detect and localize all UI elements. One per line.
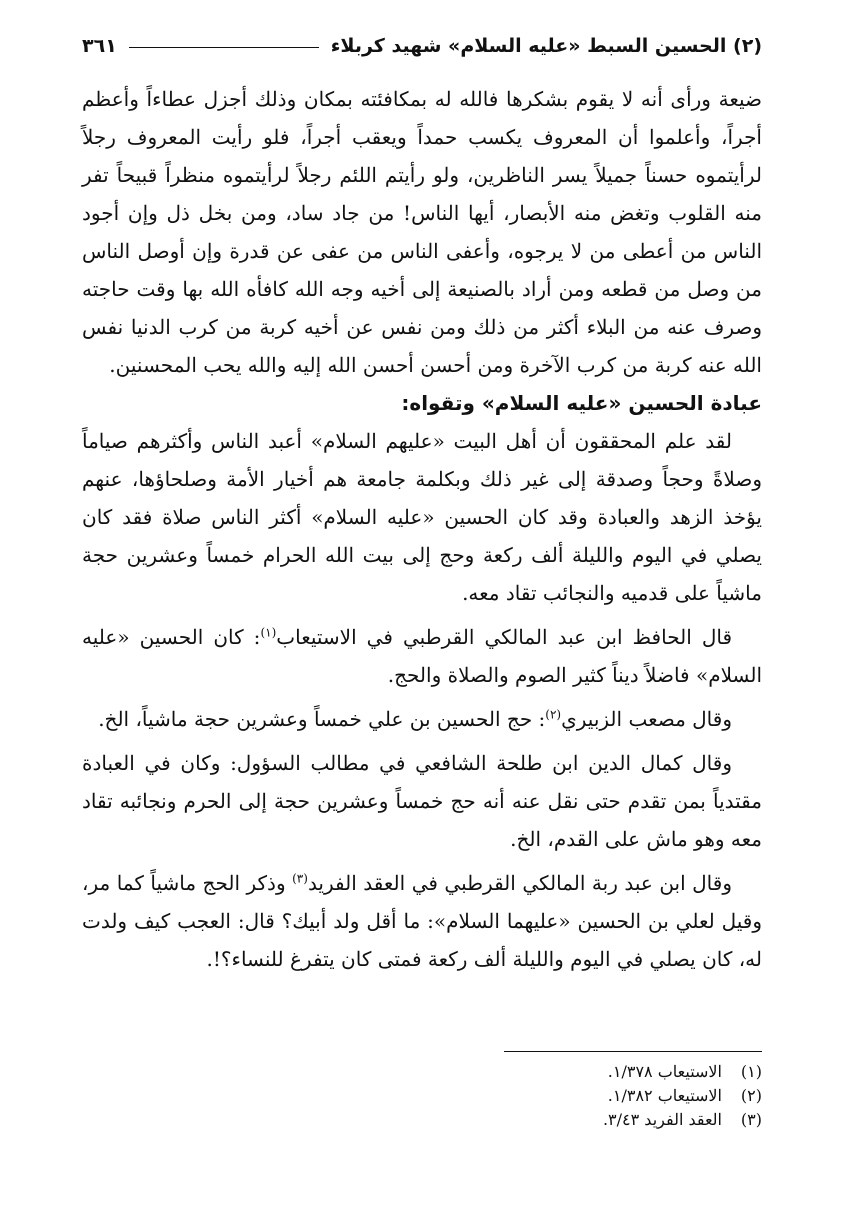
paragraph-zubayri-quote [82,700,762,738]
paragraph-worship: لقد علم المحققون أن أهل البيت «عليهم السلام» أعبد الناس وأكثرهم صياماً وصلاةً وحجاً وصدقة إلى غير ذلك وبكلمة جامعة هم أخيار الأمة وصلحاؤها، عنهم يؤخذ الزهد والعبادة وقد كان الحسين «عليه السلام» أكثر الناس صلاة فقد كان يصلي في اليوم والليلة ألف ركعة وحج إلى بيت الله الحرام خمساً وعشرين حجة ماشياً على قدميه والنجائب تقاد معه. [82,429,762,605]
page-number: ٣٦١ [82,35,117,57]
quote-text: : حج الحسين بن علي خمساً وعشرين حجة ماشياً، الخ. [98,707,546,731]
page-body [82,80,762,978]
quote-text: قال الحافظ ابن عبد المالكي القرطبي في الاستيعاب [276,625,732,649]
quote-text: وذكر الحج ماشياً كما مر، وقيل لعلي بن الحسين «عليهما السلام»: ما أقل ولد أبيك؟ قال: العجب كيف ولدت له، كان يصلي في اليوم والليلة ألف ركعة فمتى كان يتفرغ للنساء؟!. [82,871,762,971]
footnotes [300,1060,762,1132]
footnote-item [300,1060,762,1084]
footnote-rule [504,1051,762,1052]
quote-text: وقال مصعب الزبيري [561,707,732,731]
quote-text: : كان الحسين «عليه السلام» فاضلاً ديناً كثير الصوم والصلاة والحج. [82,625,762,687]
footnote-marker: (٢) [545,707,562,722]
footnote-text: الاستيعاب ١/٣٨٢. [607,1086,722,1105]
footnote-number: (٣) [740,1110,762,1129]
footnote-marker: (٣) [292,871,308,886]
footnote-marker: (١) [260,625,277,640]
paragraph-charity: ضيعة ورأى أنه لا يقوم بشكرها فالله له بمكافئته بمكان وذلك أجزل عطاءاً وأعظم أجراً، وأعلموا أن المعروف يكسب حمداً ويعقب أجراً، فلو رأيت المعروف رجلاً لرأيتموه حسناً جميلاً يسر الناظرين، ولو رأيتم اللئم رجلاً لرأيتموه منظراً قبيحاً تفر منه القلوب وتغض منه الأبصار، أيها الناس! من جاد ساد، ومن بخل ذل وإن أجود الناس من أعطى من لا يرجوه، وأعفى الناس من عفى عن قدرة وإن أوصل الناس من وصل من قطعه ومن أراد بالصنيعة إلى أخيه وجه الله كافأه الله بها وقت حاجته وصرف عنه من البلاء أكثر من ذلك ومن نفس عن أخيه كربة من كرب الدنيا نفس الله عنه كربة من كرب الآخرة ومن أحسن أحسن الله إليه والله يحب المحسنين. [82,87,762,377]
footnote-text: الاستيعاب ١/٣٧٨. [607,1062,722,1081]
footnote-number: (١) [740,1062,762,1081]
running-title: (٢) الحسين السبط «عليه السلام» شهيد كربلاء [330,35,762,57]
section-heading: عبادة الحسين «عليه السلام» وتقواه: [401,391,762,415]
quote-text: وقال ابن عبد ربة المالكي القرطبي في العقد الفريد [307,871,732,895]
footnote-item [300,1108,762,1132]
running-header [82,30,762,62]
paragraph-istiab-quote [82,618,762,694]
header-rule [129,47,319,48]
paragraph-iqd-quote [82,864,762,978]
footnote-number: (٢) [740,1086,762,1105]
footnote-text: العقد الفريد ٣/٤٣. [602,1110,722,1129]
footnote-item [300,1084,762,1108]
paragraph-talha-quote: وقال كمال الدين ابن طلحة الشافعي في مطالب السؤول: وكان في العبادة مقتدياً بمن تقدم حتى نقل عنه أنه حج خمساً وعشرين حجة إلى الحرم ونجائبه تقاد معه وهو ماش على القدم، الخ. [82,751,762,851]
